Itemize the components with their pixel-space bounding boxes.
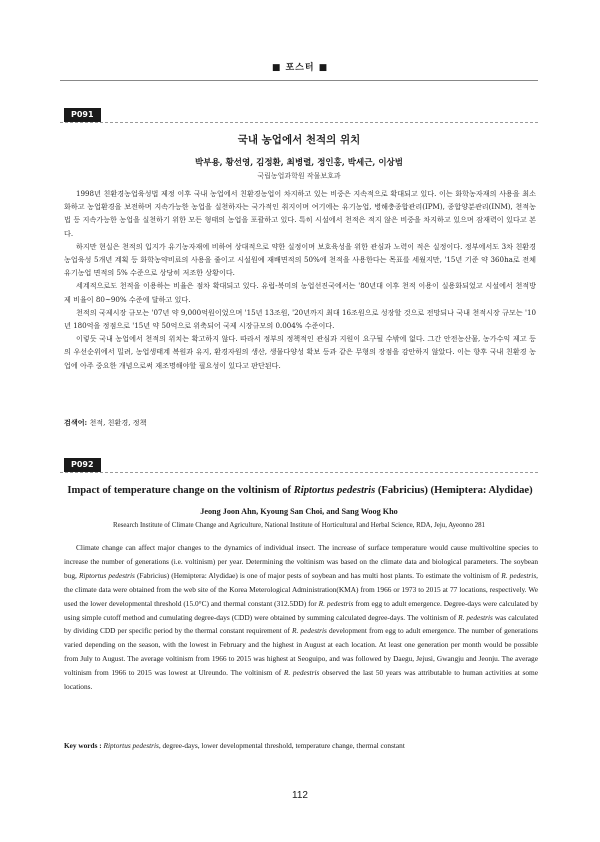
title-species: Riptortus pedestris <box>293 485 376 496</box>
keywords-p091 <box>64 418 536 428</box>
abstract-authors-p091: 박부용, 황선영, 김정환, 최병렬, 정인홍, 박세근, 이상범 <box>195 158 403 168</box>
species-name: R. pedestris, <box>501 570 539 580</box>
keywords-label: 검색어: <box>64 418 88 427</box>
section-header: ■ 포스터 ■ <box>271 63 329 73</box>
body-text: from egg to adult emergence. Degree-days were calculated by using simple cutoff method and cumulating degree-days (CDD) were obtained by summing calculated degree-days. The voltinism of <box>64 598 539 622</box>
abstract-affiliation-p091: 국립농업과학원 작물보호과 <box>257 172 341 180</box>
keywords-p092 <box>64 741 538 750</box>
species-name: R. pedestris <box>291 626 327 636</box>
keywords-label: Key words : <box>64 741 102 750</box>
header-divider <box>60 80 538 81</box>
body-text: observed the last 50 years was attributable to human activities at some locations. <box>64 668 538 692</box>
abstract-title-p091: 국내 농업에서 천적의 위치 <box>237 134 361 146</box>
paragraph: 세계적으로도 천적을 이용하는 비율은 점차 확대되고 있다. 유럽-북미의 농업선진국에서는 '80년대 이후 천적 이용이 실용화되었고 시설에서 천적방제 비율이 80~90% 수준에 달하고 있다. <box>64 281 536 304</box>
abstract-tag-p091: P091 <box>64 108 101 122</box>
body-text: the climate data were obtained from the web site of the Korea Meterological Administration(KMA) from 1966 or 1973 to 2015 at 77 locations, respectively. We used the lower developmental threshold (15.0°C) and thermal constant (312.5DD) for <box>64 584 538 608</box>
tag-divider-p092 <box>60 472 538 473</box>
abstract-affiliation-p092: Research Institute of Climate Change and Agriculture, National Institute of Horticultural and Herbal Science, RDA, Jeju, Ayeonno 281 <box>113 522 485 529</box>
title-prefix: Impact of temperature change on the voltinism of <box>67 485 294 496</box>
body-text: development from egg to adult emergence. The number of generations varied depending on the season, with the lowest in February and the highest in August at each location. At least one generation per month would be possible from July to August. The average voltinism from 1966 to 2015 was highest at Seoguipo, and was followed by Daegu, Jejusi, Gwangju and Jeonju. The average voltinism from 1966 to 2015 was lowest at Ulreundo. The voltinism of <box>64 626 538 678</box>
paragraph: 1998년 친환경농업육성법 제정 이후 국내 농업에서 친환경농업이 차지하고 있는 비중은 지속적으로 확대되고 있다. 이는 화학농자재의 사용을 최소화하고 농업환경을 보전하며 지속가능한 농업을 실천하자는 국가적인 취지이며 여기에는 유기농업, 병해충종합관리(IPM), 종합양분관리(INM), 천적농법 등 지속가능한 농업을 실천하기 위한 모든 형태의 농업을 포괄하고 있다. 특히 시설에서 천적은 적지 않은 비중을 차지하고 있으며 잠재력이 있다고 본다. <box>64 189 536 238</box>
paragraph: 하지만 현실은 천적의 입지가 유기농자재에 비하여 상대적으로 약한 실정이며 보호육성을 위한 관심과 노력이 적은 실정이다. 정부에서도 3차 친환경농업육성 5개년 계획 등 화학농약비료의 사용을 줄이고 시설원예 재배면적의 50%에 천적을 사용한다는 목표를 세웠지만, '15년 기준 약 360ha로 전체 유기농업 면적의 5% 수준으로 상당히 저조한 상황이다. <box>64 241 536 278</box>
body-text: Climate change can affect major changes to the dynamics of individual insect. The increase of surface temperature would cause multivoltine species to increase the number of generations (i.e. voltinism) per year. Determining the voltinism was based on the climate data and biological parameters. The soybean bug, <box>64 543 538 580</box>
body-text: (Fabricius) (Hemiptera: Alydidae) is one of major pests of soybean and has multi host plants. To estimate the voltinism of <box>134 570 502 580</box>
keywords-text: 천적, 친환경, 정책 <box>89 418 147 427</box>
page-number: 112 <box>292 790 308 801</box>
abstract-body-p091 <box>64 187 536 372</box>
abstract-authors-p092: Jeong Joon Ahn, Kyoung San Choi, and Sang Woog Kho <box>200 507 398 516</box>
tag-divider-p091 <box>60 122 538 123</box>
body-text: was calculated by dividing CDD per specific period by the thermal constant requirement of <box>64 612 538 636</box>
keywords-text: degree-days, lower developmental threshold, temperature change, thermal constant <box>160 741 405 750</box>
species-name: R. pedestris <box>458 612 493 622</box>
species-name: R. pedestris <box>318 598 354 608</box>
abstract-tag-p092: P092 <box>64 458 101 472</box>
paragraph: 천적의 국제시장 규모는 '07년 약 9,000억원이었으며 '15년 13조원, '20년까지 최대 16조원으로 성장할 것으로 전망되나 국내 천적시장 규모는 '10년 180억을 정점으로 '15년 약 50억으로 위축되어 국제 시장규모의 0.004% 수준이다. <box>64 307 536 331</box>
abstract-title-p092 <box>60 485 540 496</box>
abstract-body-p092 <box>64 541 538 694</box>
species-name: R. pedestris <box>283 668 320 678</box>
species-name: Riptortus pedestris <box>78 570 135 580</box>
title-suffix: (Fabricius) (Hemiptera: Alydidae) <box>375 485 533 496</box>
paragraph: 이렇듯 국내 농업에서 천적의 위치는 확고하지 않다. 따라서 정부의 정책적인 관심과 지원이 요구될 수밖에 없다. 그간 안전농산물, 농가수익 제고 등의 우선순위에서 밀려, 농업생태계 복원과 유지, 환경자원의 생산, 생물다양성 확보 등과 같은 무형의 장점을 감안하지 않았다. 이는 향후 국내 친환경 농업에 아주 중요한 개념으로써 재조명해야할 필요성이 있다고 판단된다. <box>64 334 536 370</box>
keywords-species: Riptortus pedestris, <box>103 741 161 750</box>
